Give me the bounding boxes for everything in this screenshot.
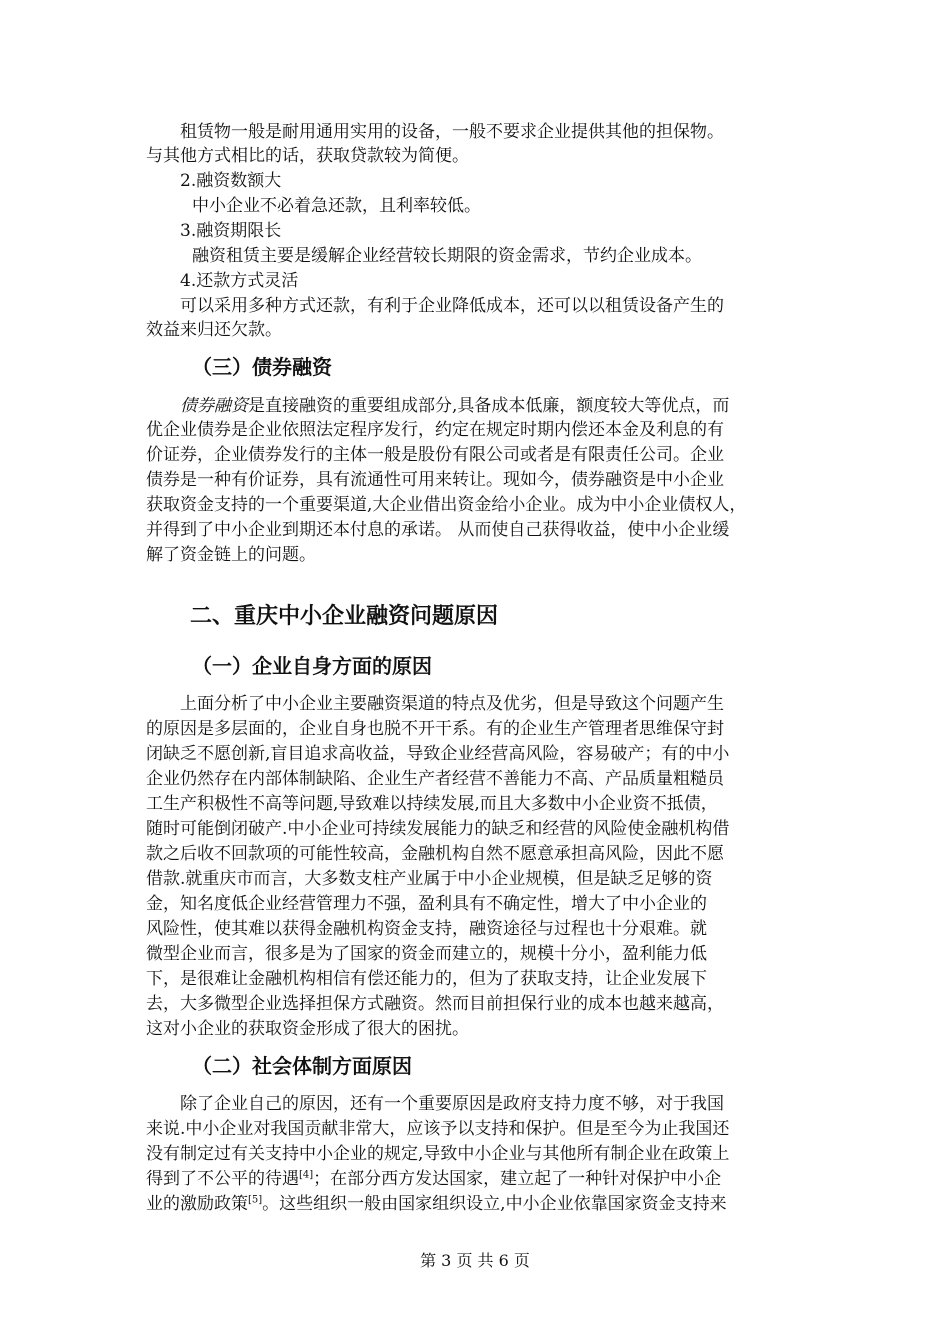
self-paragraph-line: 上面分析了中小企业主要融资渠道的特点及优劣，但是导致这个问题产生 [180,694,724,714]
citation-4[interactable]: [4] [299,1169,314,1181]
bond-paragraph-line-4: 债券是一种有价证券，具有流通性可用来转让。现如今，债券融资是中小企业 [146,470,724,490]
bond-line-1-rest: 是直接融资的重要组成部分,具备成本低廉，额度较大等优点，而 [248,396,730,416]
bond-paragraph-line-1 [180,394,729,418]
item-4-text-line-2: 效益来归还欠款。 [146,320,282,340]
social-line-4-part-b: ；在部分西方发达国家，建立起了一种针对保护中小企 [313,1169,722,1189]
item-4-text-line-1: 可以采用多种方式还款，有利于企业降低成本，还可以以租赁设备产生的 [180,296,724,316]
chapter-heading: 二、重庆中小企业融资问题原因 [190,604,499,629]
bond-paragraph-line-6: 并得到了中小企业到期还本付息的承诺。 从而使自己获得收益，使中小企业缓 [146,520,730,540]
bond-paragraph-line-3: 价证券，企业债券发行的主体一般是股份有限公司或者是有限责任公司。企业 [146,445,724,465]
social-line-5-part-a: 业的激励政策 [146,1194,248,1214]
social-line-4-part-a: 得到了不公平的待遇 [146,1169,299,1189]
item-2-title: 2.融资数额大 [180,171,282,191]
self-paragraph-line: 款之后收不回款项的可能性较高，金融机构自然不愿意承担高风险，因此不愿 [146,844,724,864]
item-3-title: 3.融资期限长 [180,221,282,241]
section-heading-self: （一）企业自身方面的原因 [192,654,432,678]
citation-5[interactable]: [5] [248,1194,263,1206]
bond-paragraph-line-5: 获取资金支持的一个重要渠道,大企业借出资金给小企业。成为中小企业债权人， [146,495,747,515]
self-paragraph-line: 去，大多微型企业选择担保方式融资。然而目前担保行业的成本也越来越高， [146,994,724,1014]
self-paragraph-line: 随时可能倒闭破产.中小企业可持续发展能力的缺乏和经营的风险使金融机构借 [146,819,730,839]
section-heading-social: （二）社会体制方面原因 [192,1054,412,1078]
self-paragraph-line: 借款.就重庆市而言，大多数支柱产业属于中小企业规模，但是缺乏足够的资 [146,869,713,889]
bond-term: 债券融资 [180,396,248,416]
self-paragraph-line: 风险性，使其难以获得金融机构资金支持，融资途径与过程也十分艰难。就 [146,919,707,939]
item-4-title: 4.还款方式灵活 [180,271,299,291]
section-heading-bond: （三）债券融资 [192,355,332,379]
self-paragraph-line: 金，知名度低企业经营管理力不强，盈利具有不确定性，增大了中小企业的 [146,894,707,914]
item-2-text: 中小企业不必着急还款，且利率较低。 [192,196,481,216]
item-3-text: 融资租赁主要是缓解企业经营较长期限的资金需求，节约企业成本。 [192,246,702,266]
bond-paragraph-line-7: 解了资金链上的问题。 [146,545,316,565]
social-paragraph-line-1: 除了企业自己的原因，还有一个重要原因是政府支持力度不够，对于我国 [180,1094,724,1114]
self-paragraph-line: 闭缺乏不愿创新,盲目追求高收益，导致企业经营高风险，容易破产；有的中小 [146,744,730,764]
self-paragraph-line: 工生产积极性不高等问题,导致难以持续发展,而且大多数中小企业资不抵债， [146,794,718,814]
self-paragraph-line: 微型企业而言，很多是为了国家的资金而建立的，规模十分小，盈利能力低 [146,944,707,964]
social-line-5-part-b: 。这些组织一般由国家组织设立,中小企业依靠国家资金支持来 [262,1194,727,1214]
social-paragraph-line-5 [146,1192,727,1216]
social-paragraph-line-2: 来说.中小企业对我国贡献非常大，应该予以支持和保护。但是至今为止我国还 [146,1119,730,1139]
page-footer: 第 3 页 共 6 页 [420,1251,530,1270]
self-paragraph-line: 企业仍然存在内部体制缺陷、企业生产者经营不善能力不高、产品质量粗糙员 [146,769,724,789]
lease-paragraph-line-1: 租赁物一般是耐用通用实用的设备，一般不要求企业提供其他的担保物。 [180,122,724,142]
bond-paragraph-line-2: 优企业债券是企业依照法定程序发行，约定在规定时期内偿还本金及利息的有 [146,420,724,440]
social-paragraph-line-4 [146,1167,721,1191]
social-paragraph-line-3: 没有制定过有关支持中小企业的规定,导致中小企业与其他所有制企业在政策上 [146,1144,730,1164]
self-paragraph-line: 下，是很难让金融机构相信有偿还能力的，但为了获取支持，让企业发展下 [146,969,707,989]
self-paragraph-line: 这对小企业的获取资金形成了很大的困扰。 [146,1019,469,1039]
lease-paragraph-line-2: 与其他方式相比的话，获取贷款较为简便。 [146,146,469,166]
self-paragraph-line: 的原因是多层面的，企业自身也脱不开干系。有的企业生产管理者思维保守封 [146,719,724,739]
